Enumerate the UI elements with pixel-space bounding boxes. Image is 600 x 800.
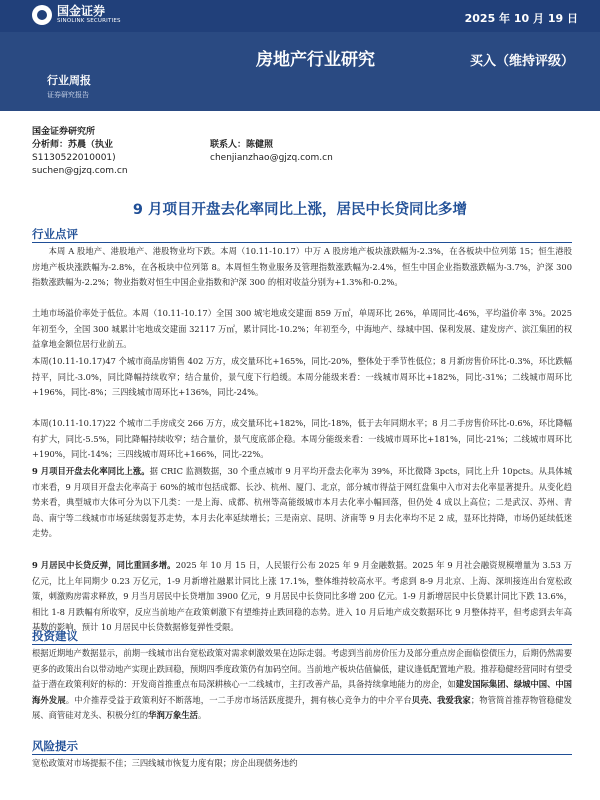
review-p3-text: 本周(10.11-10.17)47 个城市商品房销售 402 万方，成交量环比+165%，同比-20%，整体处于季节性低位；8 月新房售价环比-0.3%，环比跌幅持平，同比-3.0%，同比降幅持续收窄；结合量价，景气度下行趋缓。本周分能级来看：一线城市周环比+182%，同比-31%；二线城市周环比+196%，同比-8%；三四线城市周环比+136%，同比-24%。 — [32, 356, 572, 398]
advice-picks-property: 华润万象生活 — [148, 710, 198, 721]
analyst-line: 分析师：苏晨（执业 — [32, 140, 114, 150]
review-p4-text: 本周(10.11-10.17)22 个城市二手房成交 266 万方，成交量环比+182%，同比-18%，低于去年同期水平；8 月二手房售价环比-0.6%，环比降幅有扩大，同比-5.5%，同比降幅持续收窄；结合量价，景气度底部企稳。本周分能级来看：一线城市周环比+181%，同比-21%；二线城市周环比+190%，同比-14%；三四线城市周环比+166%，同比-22%。 — [32, 418, 572, 460]
logo-mark-icon — [32, 5, 52, 25]
risk-text: 宽松政策对市场提振不佳；三四线城市恢复力度有限；房企出现债务违约 — [32, 758, 298, 768]
advice-text-c: 。中介推荐受益于政策利好不断落地，一二手房市场活跃度提升，拥有核心竞争力的中介平台 — [65, 694, 412, 705]
rating: 买入（维持评级） — [469, 54, 574, 69]
review-p6-text: 2025 年 10 月 15 日，人民银行公布 2025 年 9 月金融数据。2025 年 9 月社会融资规模增量为 3.53 万亿元，比上年同期少 0.23 万亿元，1-9 月新增社融累计同比上涨 17.1%，整体维持较高水平。考虑到 8-9 月北京、上海、深圳接连出台宽松政策，刺激购房需求释放，9 月当月居民中长贷增加 3900 亿元，9 月居民中长贷同比多增 200 亿元。1-9 月新增居民中长贷累计同比下跌 13.6%，相比 1-8 月跌幅有所收窄，反应当前地产在政策刺激下有望维持止跌回稳的态势。进入 10 月后地产成交数据环比 9 月整体持平，但考虑到去年高基数的影响，预计 10 月居民中长贷数据修复弹性受限。 — [32, 560, 572, 633]
report-title: 房地产行业研究 — [256, 50, 375, 70]
review-paragraph-4 — [32, 416, 572, 463]
report-date: 2025 年 10 月 19 日 — [464, 12, 578, 25]
advice-text-g: 。 — [197, 710, 207, 721]
contact-line: 联系人：陈健照 — [210, 140, 274, 150]
review-paragraph-3 — [32, 354, 572, 401]
review-p5-lead: 9 月项目开盘去化率同比上涨。 — [32, 466, 150, 476]
analyst-email[interactable]: suchen@gjzq.com.cn — [32, 166, 128, 176]
review-p6-lead: 9 月居民中长贷反弹，同比重回多增。 — [32, 560, 176, 570]
review-paragraph-6 — [32, 558, 572, 636]
section-rule — [32, 242, 572, 243]
review-p1-text: 本周 A 股地产、港股地产、港股物业均下跌。本周（10.11-10.17）中万 A 股房地产板块涨跌幅为-2.3%，在各板块中位列第 15；恒生港股房地产板块涨跌幅为-2.8%，在各板块中位列第 8。本周恒生物业服务及管理指数涨跌幅为-2.4%，恒生中国企业指数涨跌幅为-3.7%，沪深 300 指数涨跌幅为-2.2%；物业指数对恒生中国企业指数和沪深 300 的相对收益分别为+1.3%和-0.2%。 — [32, 246, 572, 288]
report-header — [0, 0, 600, 111]
institute: 国金证券研究所 — [32, 127, 96, 137]
section-title-review: 行业点评 — [32, 227, 78, 241]
risk-paragraph — [32, 756, 572, 772]
review-paragraph-5 — [32, 464, 572, 542]
report-subcategory: 证券研究报告 — [47, 91, 89, 99]
logo-en: SINOLINK SECURITIES — [57, 18, 121, 24]
advice-text-a: 根据近期地产数据显示，前期一线城市出台宽松政策对需求刺激效果在边际走弱。考虑到当前房价压力及部分重点房企面临偿债压力，后期仍然需要更多的政策出台以带动地产实现止跌回稳，预期四季度政策仍有加码空间。当前地产板块估值偏低，建议逢低配置地产股。推荐稳健经营同时有望受益于潜在政策利好的标的：开发商首推重点布局深耕核心一二线城市，主打改善产品，具备持续拿地能力的房企，如 — [32, 648, 572, 690]
section-rule — [32, 754, 572, 755]
review-p2-text: 土地市场溢价率处于低位。本周（10.11-10.17）全国 300 城宅地成交建面 859 万㎡，单周环比 26%，单周同比-46%，平均溢价率 3%。2025 年初至今，全国 300 城累计宅地成交建面 32117 万㎡，累计同比-10.2%；年初至今，中海地产、绿城中国、保利发展、建发房产、滨江集团的权益拿地金额位居行业前五。 — [32, 308, 572, 350]
section-title-advice: 投资建议 — [32, 629, 78, 643]
advice-text-e: ；物管简首推荐物管稳健发展、商管硅对龙头、积极分红的 — [32, 694, 572, 721]
review-paragraph-1 — [32, 244, 572, 291]
headline: 9 月项目开盘去化率同比上涨，居民中长贷同比多增 — [132, 202, 468, 218]
contact-email[interactable]: chenjianzhao@gjzq.com.cn — [210, 153, 333, 163]
review-paragraph-2 — [32, 306, 572, 353]
section-rule — [32, 644, 572, 645]
advice-paragraph — [32, 646, 572, 724]
author-block — [32, 126, 572, 178]
brand-logo — [32, 5, 121, 25]
advice-picks-developers: 建发国际集团、绿城中国、中国海外发展 — [32, 679, 572, 705]
section-title-risk: 风险提示 — [32, 739, 78, 753]
report-category: 行业周报 — [47, 74, 91, 87]
review-p5-text: 据 CRIC 监测数据，30 个重点城市 9 月平均开盘去化率为 39%，环比微降 3pcts，同比上升 10pcts。从具体城市来看，9 月项目开盘去化率高于 60%的城市包括成都、长沙、杭州、厦门、北京，部分城市得益于网红盘集中入市对去化率显著提升。从变化趋势来看，典型城市大体可分为以下几类：一是上海、成都、杭州等高能级城市本月去化率小幅回落，但仍处 4 成以上高位；二是武汉、苏州、青岛、南宁等二线城市市场延续弱复苏走势，本月去化率延续增长；三是南京、昆明、济南等 9 月去化率均不足 2 成，显环比持降，市场仍延续低迷走势。 — [32, 466, 572, 539]
analyst-id: S1130522010001) — [32, 153, 116, 163]
logo-cn: 国金证券 — [57, 4, 106, 18]
advice-picks-agents: 贝壳、我爱我家 — [411, 694, 471, 705]
